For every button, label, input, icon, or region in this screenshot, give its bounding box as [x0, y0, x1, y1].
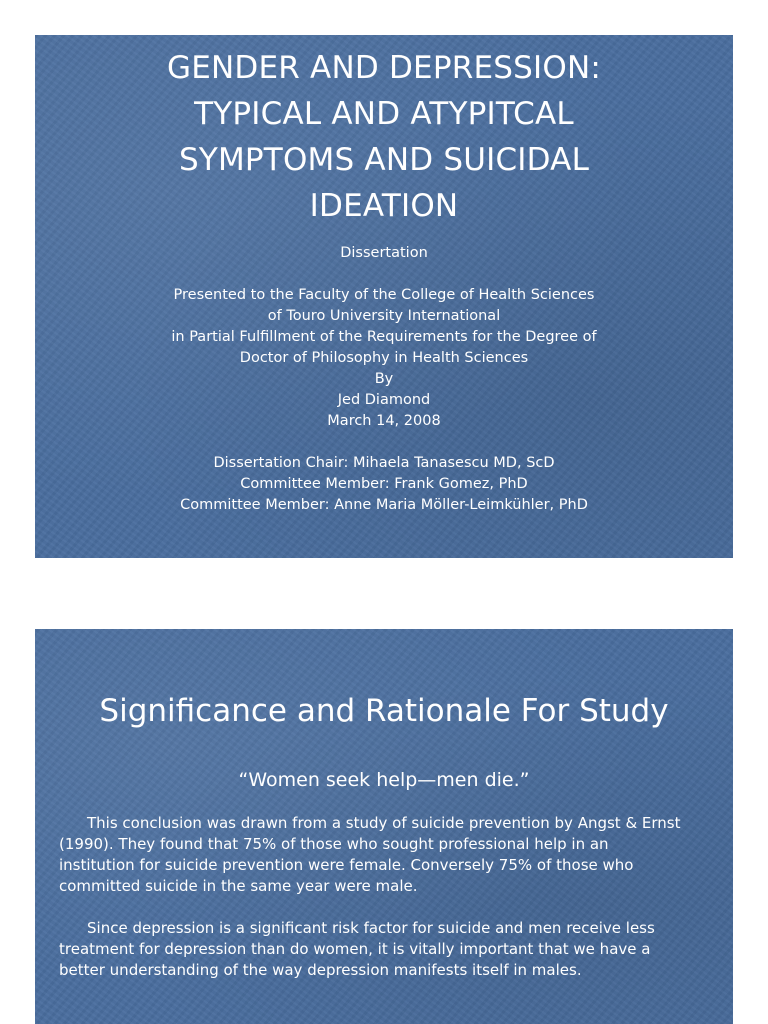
paragraph [59, 918, 713, 981]
spacer [35, 432, 733, 453]
dissertation-label: Dissertation [340, 245, 428, 261]
paragraph-line: This conclusion was drawn from a study of suicide prevention by Angst & Ernst [87, 814, 681, 832]
title-slide [35, 35, 733, 558]
paragraph [59, 813, 713, 897]
presented-line: Presented to the Faculty of the College of Health Sciences [173, 287, 595, 303]
title-line: SYMPTOMS AND SUICIDAL [178, 142, 590, 178]
author-name: Jed Diamond [337, 392, 431, 408]
paragraph-line: treatment for depression than do women, it is vitally important that we have a [59, 940, 651, 958]
committee-line: Dissertation Chair: Mihaela Tanasescu MD, ScD [213, 455, 555, 471]
slide-subtitle [35, 243, 733, 516]
spacer [35, 264, 733, 285]
paragraph-line: institution for suicide prevention were female. Conversely 75% of those who [59, 856, 634, 874]
committee-line: Committee Member: Anne Maria Möller-Leimkühler, PhD [180, 497, 588, 513]
title-line: TYPICAL AND ATYPITCAL [194, 96, 574, 132]
presented-line: in Partial Fulfillment of the Requirements for the Degree of [171, 329, 597, 345]
paragraph-line: better understanding of the way depression manifests itself in males. [59, 961, 582, 979]
title-line: GENDER AND DEPRESSION: [167, 50, 601, 86]
slide-title: Significance and Rationale For Study [99, 693, 669, 729]
presented-line: By [374, 371, 394, 387]
date: March 14, 2008 [327, 413, 441, 429]
paragraph-line: Since depression is a significant risk factor for suicide and men receive less [87, 919, 655, 937]
presented-line: of Touro University International [267, 308, 501, 324]
committee-line: Committee Member: Frank Gomez, PhD [240, 476, 528, 492]
significance-slide [35, 629, 733, 1024]
title-line: IDEATION [309, 188, 459, 224]
quote: “Women seek help—men die.” [238, 769, 530, 791]
slide-title [55, 45, 713, 229]
paragraph-line: committed suicide in the same year were male. [59, 877, 418, 895]
paragraph-line: (1990). They found that 75% of those who sought professional help in an [59, 835, 609, 853]
presented-line: Doctor of Philosophy in Health Sciences [239, 350, 529, 366]
